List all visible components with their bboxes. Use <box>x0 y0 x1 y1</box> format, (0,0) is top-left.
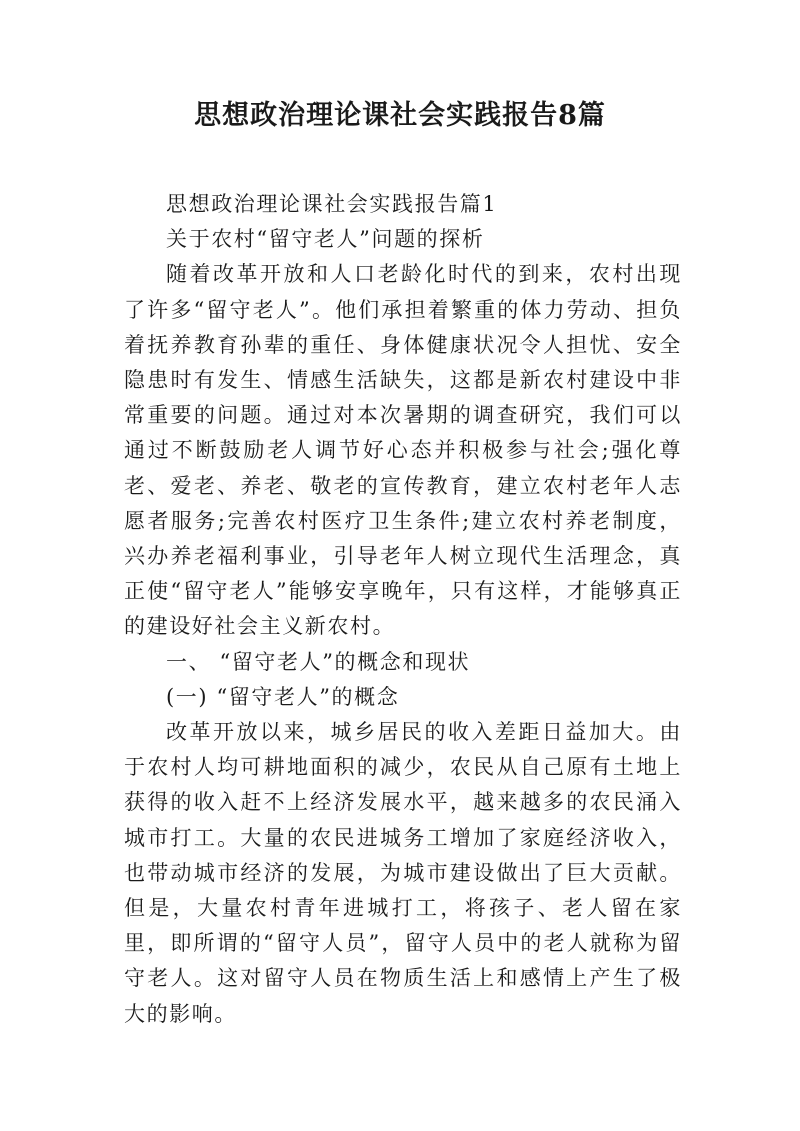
report-subtitle: 关于农村“留守老人”问题的探析 <box>166 227 485 252</box>
document-title: 思想政治理论课社会实践报告8篇 <box>194 100 606 131</box>
paragraph-intro: 随着改革开放和人口老龄化时代的到来，农村出现了许多“留守老人”。他们承担着繁重的体力劳动、担负着抚养教育孙辈的重任、身体健康状况令人担忧、安全隐患时有发生、情感生活缺失，这都是新农村建设中非常重要的问题。通过对本次暑期的调查研究，我们可以通过不断鼓励老人调节好心态并积极参与社会;强化尊老、爱老、养老、敬老的宣传教育，建立农村老年人志愿者服务;完善农村医疗卫生条件;建立农村养老制度，兴办养老福利事业，引导老年人树立现代生活理念，真正使“留守老人”能够安享晚年，只有这样，才能够真正的建设好社会主义新农村。 <box>124 262 682 639</box>
document-body <box>124 187 682 1032</box>
section-heading: 思想政治理论课社会实践报告篇1 <box>166 192 498 216</box>
heading-level-2: (一) “留守老人”的概念 <box>166 684 400 709</box>
heading-level-1: 一、 “留守老人”的概念和现状 <box>166 649 471 674</box>
paragraph-concept: 改革开放以来，城乡居民的收入差距日益加大。由于农村人均可耕地面积的减少，农民从自己原有土地上获得的收入赶不上经济发展水平，越来越多的农民涌入城市打工。大量的农民进城务工增加了家庭经济收入，也带动城市经济的发展，为城市建设做出了巨大贡献。但是，大量农村青年进城打工，将孩子、老人留在家里，即所谓的“留守人员”，留守人员中的老人就称为留守老人。这对留守人员在物质生活上和感情上产生了极大的影响。 <box>124 720 682 1026</box>
